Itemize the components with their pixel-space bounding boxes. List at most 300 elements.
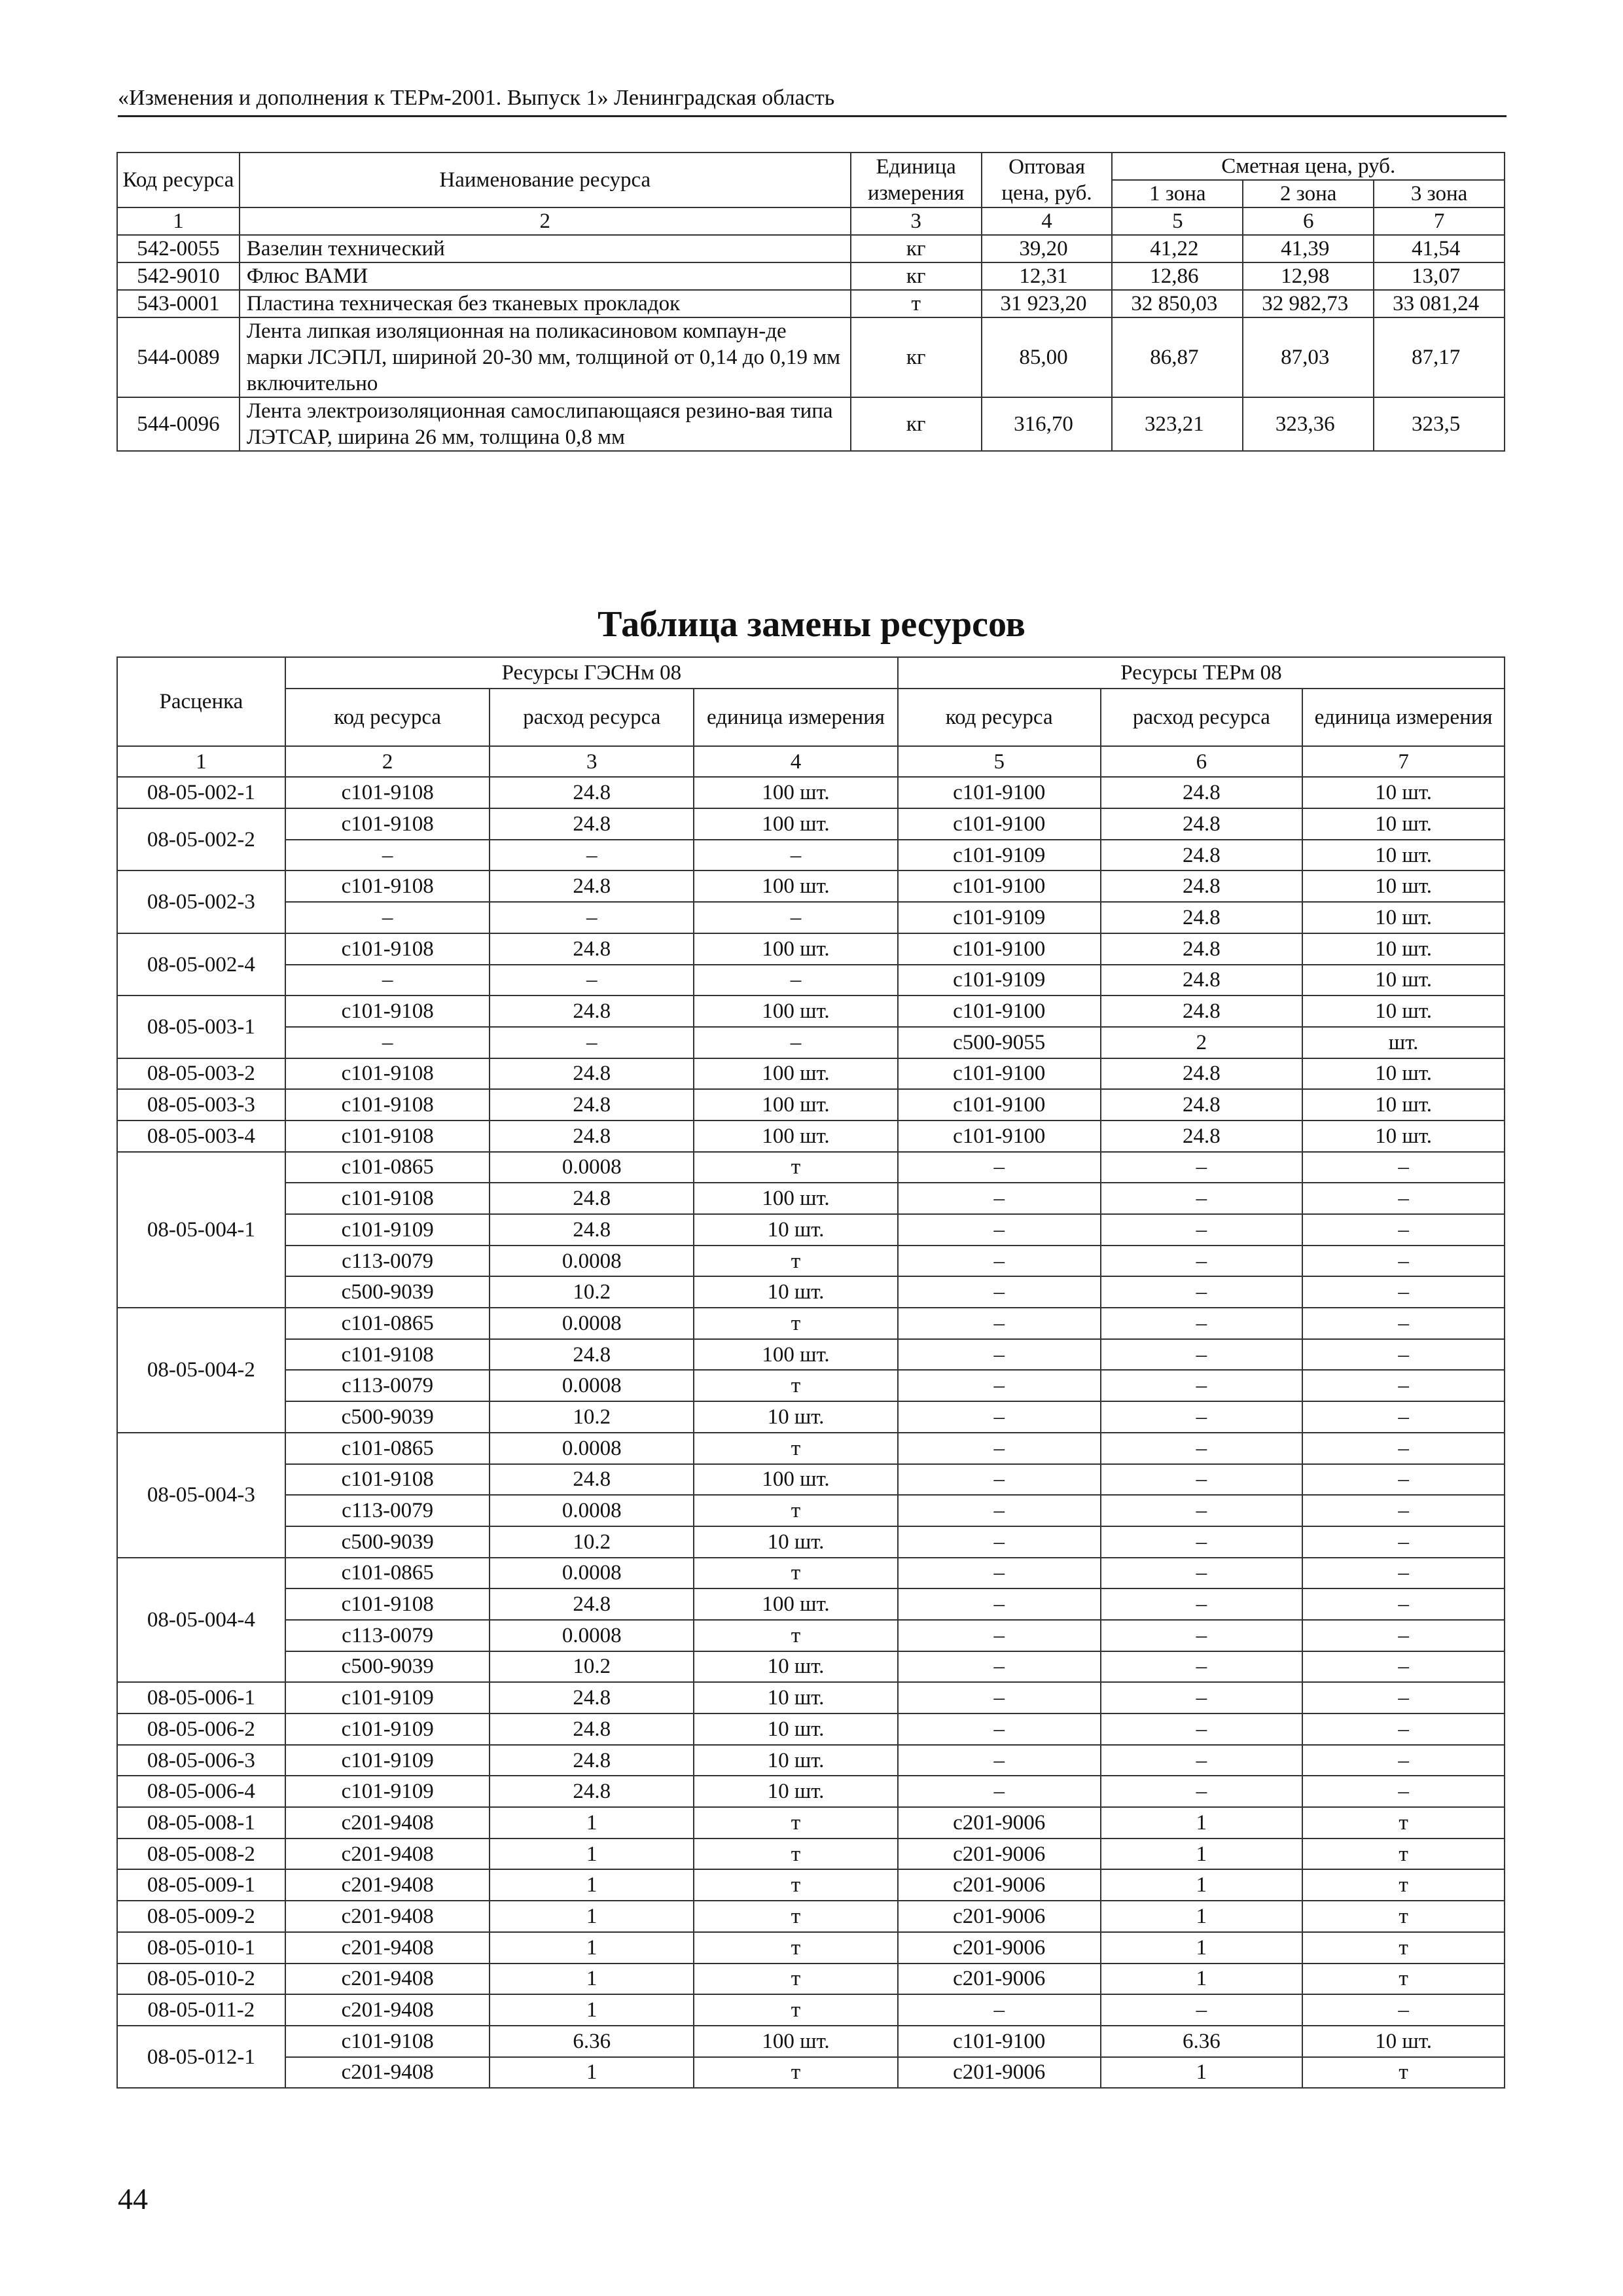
header-zone3: 3 зона [1374,180,1505,207]
cell-value: 86,87 [1112,317,1243,397]
cell-value: 24.8 [490,1588,694,1620]
header-unit: Единица измерения [851,152,982,207]
cell-value: с201-9006 [898,1901,1101,1932]
cell-value: 100 шт. [694,808,898,840]
table-row [117,1558,1505,1589]
cell-value: 24.8 [1101,777,1303,808]
resource-code: 542-9010 [117,262,240,290]
cell-value: – [1302,1401,1505,1433]
cell-value: с101-0865 [285,1558,490,1589]
rate-code: 08-05-012-1 [117,2026,285,2088]
cell-value: с101-9108 [285,1464,490,1496]
cell-value: 0.0008 [490,1558,694,1589]
cell-value: 24.8 [1101,1089,1303,1121]
cell-value: – [898,1495,1101,1526]
table-row [117,1651,1505,1683]
cell-value: – [1302,1620,1505,1651]
cell-value: 0.0008 [490,1152,694,1183]
cell-value: – [898,1558,1101,1589]
cell-value: с101-9108 [285,933,490,965]
section-title: Таблица замены ресурсов [597,604,1026,645]
rate-code: 08-05-002-3 [117,870,285,933]
cell-value: – [1101,1745,1303,1776]
cell-value: 1 [490,1901,694,1932]
cell-value: 10 шт. [1302,808,1505,840]
column-number: 7 [1374,207,1505,235]
cell-value: 0.0008 [490,1370,694,1401]
cell-value: – [1302,1558,1505,1589]
rate-code: 08-05-004-4 [117,1558,285,1683]
cell-value: – [694,1027,898,1058]
cell-value: 10 шт. [1302,902,1505,933]
rate-code: 08-05-004-2 [117,1308,285,1433]
cell-value: – [898,1588,1101,1620]
cell-value: с201-9006 [898,1839,1101,1870]
cell-value: 10 шт. [694,1214,898,1246]
cell-value: 24.8 [490,1682,694,1713]
header-term-code: код ресурса [898,689,1101,746]
table-row [117,1869,1505,1901]
rate-code: 08-05-004-1 [117,1152,285,1308]
cell-value: 10 шт. [1302,1058,1505,1090]
cell-value: с101-9108 [285,1121,490,1152]
cell-value: кг [851,262,982,290]
cell-value: – [1101,1713,1303,1745]
cell-value: – [1302,1464,1505,1496]
cell-value: – [1302,1745,1505,1776]
column-number: 4 [694,746,898,778]
cell-value: т [694,1807,898,1839]
cell-value: с201-9408 [285,1839,490,1870]
table-row [117,2057,1505,2089]
header-term-usage: расход ресурса [1101,689,1303,746]
cell-value: с101-9108 [285,1089,490,1121]
cell-value: – [1101,1370,1303,1401]
cell-value: 10.2 [490,1276,694,1308]
cell-value: – [1302,1713,1505,1745]
cell-value: – [898,1246,1101,1277]
header-term-unit: единица измерения [1302,689,1505,746]
table-row [117,965,1505,996]
cell-value: 87,03 [1243,317,1374,397]
table-row [117,262,1505,290]
cell-value: с113-0079 [285,1620,490,1651]
cell-value: – [1302,1276,1505,1308]
cell-value: 1 [1101,1807,1303,1839]
cell-value: 12,98 [1243,262,1374,290]
cell-value: т [694,1370,898,1401]
column-number: 6 [1101,746,1303,778]
rate-code: 08-05-006-4 [117,1776,285,1807]
cell-value: т [694,1433,898,1464]
cell-value: – [898,1776,1101,1807]
cell-value: 24.8 [490,1713,694,1745]
rate-code: 08-05-009-1 [117,1869,285,1901]
cell-value: – [898,1214,1101,1246]
column-number: 3 [851,207,982,235]
cell-value: с101-9100 [898,808,1101,840]
cell-value: т [694,1932,898,1964]
cell-value: – [1101,1558,1303,1589]
cell-value: с101-9109 [898,902,1101,933]
cell-value: 12,31 [982,262,1113,290]
table-row [117,996,1505,1027]
cell-value: с201-9006 [898,2057,1101,2089]
cell-value: – [1101,1339,1303,1371]
cell-value: – [1101,1588,1303,1620]
cell-value: т [1302,1964,1505,1995]
table-row [117,1526,1505,1558]
resource-name: Лента липкая изоляционная на поликасиновом компаун-де марки ЛСЭПЛ, шириной 20-30 мм, толщиной от 0,14 до 0,19 мм включительно [240,317,851,397]
resource-name: Лента электроизоляционная самослипающаяся резино-вая типа ЛЭТСАР, ширина 26 мм, толщина 0,8 мм [240,397,851,451]
cell-value: – [1101,1433,1303,1464]
cell-value: 10 шт. [1302,777,1505,808]
cell-value: 100 шт. [694,933,898,965]
cell-value: с101-9108 [285,996,490,1027]
rate-code: 08-05-008-2 [117,1839,285,1870]
cell-value: – [1101,1495,1303,1526]
cell-value: т [694,1246,898,1277]
table-row [117,1339,1505,1371]
cell-value: – [1302,1526,1505,1558]
table-row [117,1276,1505,1308]
cell-value: 24.8 [1101,965,1303,996]
cell-value: – [1101,1183,1303,1214]
rate-code: 08-05-003-3 [117,1089,285,1121]
cell-value: – [1101,1214,1303,1246]
cell-value: 24.8 [1101,870,1303,902]
cell-value: с101-9109 [285,1214,490,1246]
cell-value: – [1101,1620,1303,1651]
cell-value: – [1302,1152,1505,1183]
cell-value: – [1101,1682,1303,1713]
cell-value: 10 шт. [694,1526,898,1558]
cell-value: 1 [490,1807,694,1839]
cell-value: 41,22 [1112,235,1243,262]
cell-value: т [694,1964,898,1995]
cell-value: 10 шт. [1302,996,1505,1027]
rate-code: 08-05-006-3 [117,1745,285,1776]
table-row [117,1839,1505,1870]
column-number: 2 [240,207,851,235]
resource-name: Пластина техническая без тканевых прокладок [240,290,851,317]
cell-value: с101-9109 [285,1682,490,1713]
table-row [117,1620,1505,1651]
cell-value: – [1101,1994,1303,2026]
cell-value: 10 шт. [1302,933,1505,965]
cell-value: 100 шт. [694,1121,898,1152]
page-header: «Изменения и дополнения к ТЕРм-2001. Выпуск 1» Ленинградская область [118,84,1507,117]
cell-value: 316,70 [982,397,1113,451]
cell-value: – [490,902,694,933]
header-gesn-resources: Ресурсы ГЭСНм 08 [285,657,898,689]
cell-value: 100 шт. [694,870,898,902]
cell-value: – [898,1276,1101,1308]
cell-value: с201-9408 [285,2057,490,2089]
cell-value: 41,54 [1374,235,1505,262]
column-number: 3 [490,746,694,778]
cell-value: 24.8 [490,1214,694,1246]
cell-value: 24.8 [490,1183,694,1214]
column-number: 1 [117,746,285,778]
cell-value: 1 [490,2057,694,2089]
cell-value: 10 шт. [1302,870,1505,902]
cell-value: с101-9100 [898,1089,1101,1121]
header-zone1: 1 зона [1112,180,1243,207]
table-row [117,902,1505,933]
cell-value: с101-9108 [285,870,490,902]
cell-value: с201-9408 [285,1869,490,1901]
cell-value: т [694,1901,898,1932]
cell-value: – [898,1370,1101,1401]
cell-value: – [898,1994,1101,2026]
cell-value: 1 [490,1994,694,2026]
cell-value: – [1302,1651,1505,1683]
cell-value: 24.8 [1101,996,1303,1027]
cell-value: – [898,1682,1101,1713]
column-number: 6 [1243,207,1374,235]
cell-value: 10 шт. [1302,840,1505,871]
cell-value: 1 [1101,1932,1303,1964]
rate-code: 08-05-004-3 [117,1433,285,1558]
cell-value: т [1302,1839,1505,1870]
cell-value: 100 шт. [694,2026,898,2057]
table-row [117,1901,1505,1932]
cell-value: т [1302,1932,1505,1964]
header-estimate: Сметная цена, руб. [1112,152,1505,180]
cell-value: с101-9109 [285,1745,490,1776]
cell-value: 100 шт. [694,777,898,808]
rate-code: 08-05-002-4 [117,933,285,996]
cell-value: 24.8 [490,777,694,808]
cell-value: с101-9108 [285,2026,490,2057]
cell-value: т [1302,1869,1505,1901]
column-number: 1 [117,207,240,235]
cell-value: 39,20 [982,235,1113,262]
cell-value: т [851,290,982,317]
cell-value: 24.8 [490,996,694,1027]
cell-value: 10 шт. [1302,2026,1505,2057]
cell-value: 1 [1101,2057,1303,2089]
table-row [117,290,1505,317]
cell-value: 100 шт. [694,1339,898,1371]
cell-value: 10.2 [490,1401,694,1433]
header-code: Код ресурса [117,152,240,207]
cell-value: 24.8 [490,1121,694,1152]
page-number: 44 [118,2182,148,2215]
cell-value: 1 [1101,1839,1303,1870]
cell-value: 323,21 [1112,397,1243,451]
cell-value: – [285,965,490,996]
cell-value: 10.2 [490,1651,694,1683]
resource-code: 544-0089 [117,317,240,397]
cell-value: 10 шт. [694,1651,898,1683]
table-row [117,870,1505,902]
table-row [117,777,1505,808]
cell-value: с201-9006 [898,1932,1101,1964]
cell-value: 0.0008 [490,1495,694,1526]
resource-code: 542-0055 [117,235,240,262]
cell-value: 1 [490,1932,694,1964]
cell-value: 24.8 [490,808,694,840]
table-row [117,1027,1505,1058]
table-row [117,1682,1505,1713]
cell-value: 24.8 [1101,902,1303,933]
table-row [117,397,1505,451]
cell-value: кг [851,235,982,262]
rate-code: 08-05-006-2 [117,1713,285,1745]
cell-value: – [285,1027,490,1058]
column-number: 7 [1302,746,1505,778]
cell-value: – [898,1183,1101,1214]
cell-value: – [898,1651,1101,1683]
cell-value: – [898,1464,1101,1496]
cell-value: – [1101,1308,1303,1339]
table-row [117,1152,1505,1183]
rate-code: 08-05-008-1 [117,1807,285,1839]
cell-value: 12,86 [1112,262,1243,290]
header-wholesale: Оптовая цена, руб. [982,152,1113,207]
cell-value: с201-9408 [285,1932,490,1964]
cell-value: – [1302,1994,1505,2026]
cell-value: 1 [1101,1869,1303,1901]
cell-value: 10 шт. [694,1745,898,1776]
cell-value: с101-9100 [898,996,1101,1027]
cell-value: 24.8 [1101,808,1303,840]
cell-value: 10 шт. [694,1776,898,1807]
cell-value: – [490,840,694,871]
cell-value: – [1302,1682,1505,1713]
cell-value: с201-9006 [898,1807,1101,1839]
table-row [117,235,1505,262]
cell-value: шт. [1302,1027,1505,1058]
header-term-resources: Ресурсы ТЕРм 08 [898,657,1505,689]
cell-value: – [1302,1308,1505,1339]
cell-value: 24.8 [490,1339,694,1371]
cell-value: с113-0079 [285,1246,490,1277]
cell-value: 323,5 [1374,397,1505,451]
rate-code: 08-05-002-1 [117,777,285,808]
cell-value: с201-9408 [285,1994,490,2026]
cell-value: с101-9109 [898,965,1101,996]
resource-code: 543-0001 [117,290,240,317]
cell-value: 6.36 [490,2026,694,2057]
cell-value: 24.8 [1101,1058,1303,1090]
cell-value: с101-9108 [285,1339,490,1371]
resource-replacement-table [116,656,1505,2089]
column-number: 5 [1112,207,1243,235]
cell-value: 1 [490,1964,694,1995]
table-row [117,1776,1505,1807]
cell-value: т [1302,1901,1505,1932]
cell-value: 31 923,20 [982,290,1113,317]
column-number: 2 [285,746,490,778]
cell-value: т [694,1558,898,1589]
cell-value: 24.8 [490,933,694,965]
cell-value: 100 шт. [694,1464,898,1496]
cell-value: – [898,1401,1101,1433]
cell-value: 24.8 [490,1464,694,1496]
cell-value: – [1302,1214,1505,1246]
header-gesn-code: код ресурса [285,689,490,746]
cell-value: – [694,840,898,871]
table-row [117,840,1505,871]
cell-value: с500-9039 [285,1276,490,1308]
cell-value: – [898,1433,1101,1464]
cell-value: с101-9109 [285,1713,490,1745]
cell-value: с500-9039 [285,1401,490,1433]
table-row [117,808,1505,840]
table-row [117,1401,1505,1433]
rate-code: 08-05-010-1 [117,1932,285,1964]
cell-value: с201-9006 [898,1869,1101,1901]
cell-value: – [1101,1401,1303,1433]
cell-value: 32 982,73 [1243,290,1374,317]
cell-value: – [694,965,898,996]
header-name: Наименование ресурса [240,152,851,207]
table-row [117,1121,1505,1152]
cell-value: с101-9100 [898,777,1101,808]
cell-value: 24.8 [1101,933,1303,965]
cell-value: 0.0008 [490,1246,694,1277]
cell-value: – [490,1027,694,1058]
cell-value: 24.8 [1101,840,1303,871]
cell-value: с101-9108 [285,1058,490,1090]
header-gesn-unit: единица измерения [694,689,898,746]
cell-value: с201-9408 [285,1964,490,1995]
cell-value: с101-9100 [898,933,1101,965]
table-row [117,1713,1505,1745]
table-row [117,1183,1505,1214]
cell-value: 85,00 [982,317,1113,397]
table-row [117,933,1505,965]
cell-value: – [898,1152,1101,1183]
cell-value: 1 [490,1869,694,1901]
table-row [117,317,1505,397]
table-row [117,1932,1505,1964]
cell-value: 6.36 [1101,2026,1303,2057]
rate-code: 08-05-011-2 [117,1994,285,2026]
cell-value: с201-9408 [285,1901,490,1932]
cell-value: т [694,1839,898,1870]
cell-value: с101-9100 [898,1121,1101,1152]
cell-value: т [694,1308,898,1339]
cell-value: 0.0008 [490,1433,694,1464]
cell-value: – [1302,1776,1505,1807]
cell-value: 24.8 [490,1058,694,1090]
resource-price-table [116,152,1505,452]
cell-value: 323,36 [1243,397,1374,451]
cell-value: 1 [490,1839,694,1870]
cell-value: 1 [1101,1964,1303,1995]
column-number: 4 [982,207,1113,235]
table-row [117,1214,1505,1246]
header-zone2: 2 зона [1243,180,1374,207]
cell-value: с500-9039 [285,1651,490,1683]
table-row [117,1994,1505,2026]
cell-value: – [1302,1246,1505,1277]
cell-value: – [898,1526,1101,1558]
cell-value: – [285,902,490,933]
cell-value: – [1101,1776,1303,1807]
cell-value: 24.8 [490,1745,694,1776]
cell-value: с113-0079 [285,1370,490,1401]
cell-value: 24.8 [490,1776,694,1807]
cell-value: – [1101,1526,1303,1558]
rate-code: 08-05-003-1 [117,996,285,1058]
cell-value: т [694,2057,898,2089]
table-row [117,1464,1505,1496]
